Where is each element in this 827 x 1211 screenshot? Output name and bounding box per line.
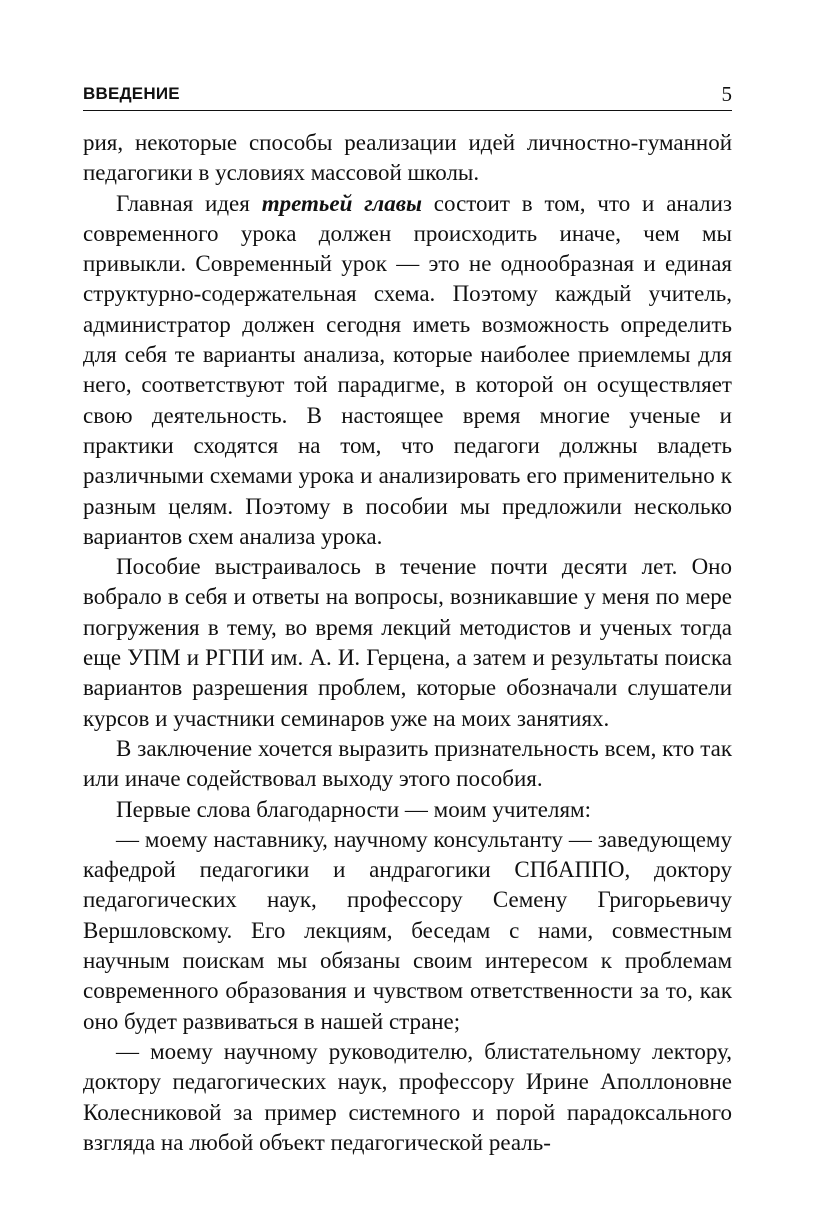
- running-head: ВВЕДЕНИЕ: [83, 84, 180, 103]
- paragraph-text-start: Главная идея: [116, 190, 262, 216]
- paragraph-acknowledgment-intro: В заключение хочется выразить признательность всем, кто так или иначе содействовал выходу этого пособия.: [83, 735, 732, 792]
- paragraph-first-thanks: Первые слова благодарности — моим учителям:: [116, 796, 591, 822]
- paragraph-third-chapter: [83, 189, 732, 553]
- page-header: [83, 80, 732, 111]
- paragraph-history: Пособие выстраивалось в течение почти десяти лет. Оно вобрало в себя и ответы на вопросы, возникавшие у меня по мере погружения в тему, во время лекций методистов и ученых тогда еще УПМ и РГПИ им. А. И. Герцена, а затем и результаты поиска вариантов разрешения проблем, которые обозначали слушатели курсов и участники семинаров уже на моих занятиях.: [83, 554, 732, 731]
- page-number: 5: [721, 82, 732, 106]
- body-text: [83, 128, 732, 1158]
- paragraph-thanks-supervisor: — моему научному руководителю, блистательному лектору, доктору педагогических наук, профессору Ирине Аполлоновне Колесниковой за пример системного и порой парадоксального взгляда на любой объект педагогической реаль-: [83, 1038, 732, 1155]
- emphasis-third-chapter: третьей главы: [261, 190, 422, 216]
- paragraph-thanks-mentor: — моему наставнику, научному консультанту — заведующему кафедрой педагогики и андрагогики СПбАППО, доктору педагогических наук, профессору Семену Григорьевичу Вершловскому. Его лекциям, беседам с нами, совместным научным поискам мы обязаны своим интересом к проблемам современного образования и чувством ответственности за то, как оно будет развиваться в нашей стране;: [83, 826, 732, 1034]
- paragraph-continued: рия, некоторые способы реализации идей личностно-гуманной педагогики в условиях массовой школы.: [83, 130, 732, 186]
- paragraph-text-rest: состоит в том, что и анализ современного урока должен происходить иначе, чем мы привыкли. Современный урок — это не однообразная и единая структурно-содержательная схема. Поэтому каждый учитель, администратор должен сегодня иметь возможность определить для себя те варианты анализа, которые наиболее приемлемы для него, соответствуют той парадигме, в которой он осуществляет свою деятельность. В настоящее время многие ученые и практики сходятся на том, что педагоги должны владеть различными схемами урока и анализировать его применительно к разным целям. Поэтому в пособии мы предложили несколько вариантов схем анализа урока.: [83, 190, 733, 549]
